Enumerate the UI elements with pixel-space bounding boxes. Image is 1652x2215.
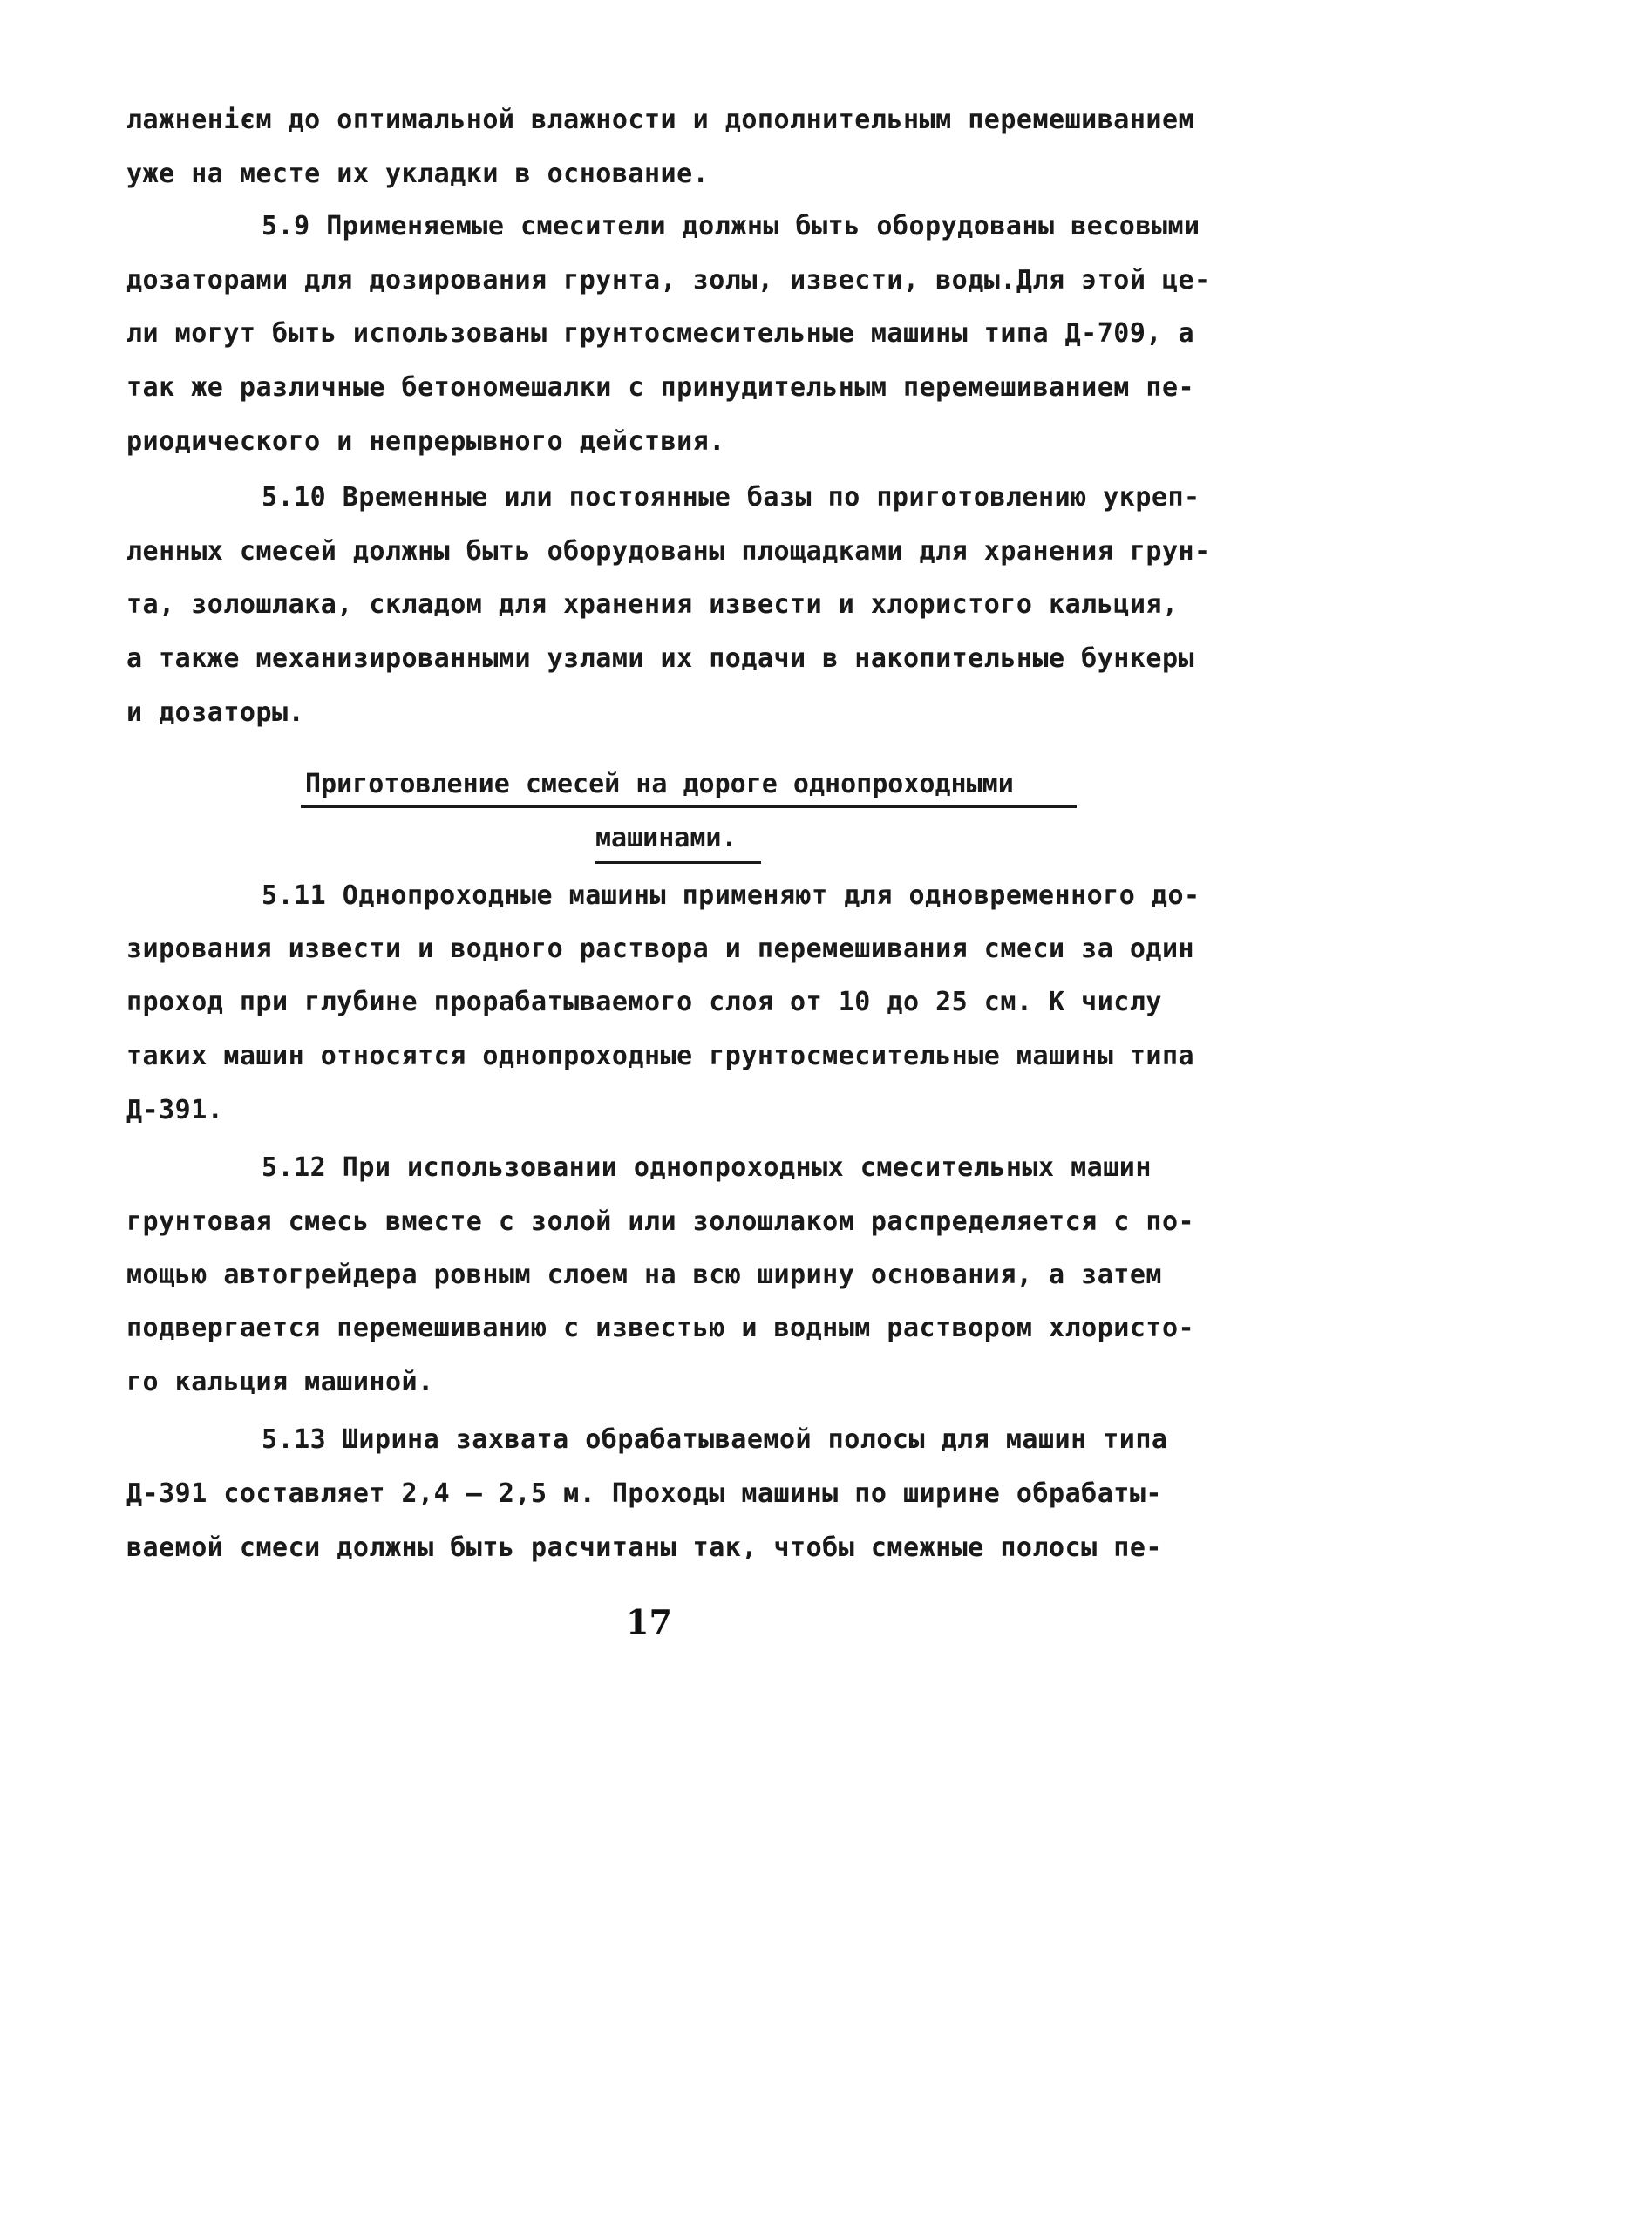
section-heading-continued: машинами. xyxy=(595,823,738,853)
text-line: таких машин относятся однопроходные грунтосмесительные машины типа xyxy=(126,1041,1195,1071)
text-line: зирования извести и водного раствора и перемешивания смеси за один xyxy=(126,934,1195,964)
text-line: ваемой смеси должны быть расчитаны так, чтобы смежные полосы пе- xyxy=(126,1532,1162,1563)
section-heading: Приготовление смесей на дороге однопроходными xyxy=(305,769,1014,799)
text-line: 5.13 Ширина захвата обрабатываемой полосы для машин типа xyxy=(262,1424,1168,1455)
text-line: и дозаторы. xyxy=(126,697,305,728)
text-line: грунтовая смесь вместе с золой или золошлаком распределяется с по- xyxy=(126,1206,1195,1237)
text-line: 5.9 Применяемые смесители должны быть оборудованы весовыми xyxy=(262,211,1200,241)
text-line: 5.11 Однопроходные машины применяют для одновременного до- xyxy=(262,880,1200,911)
text-line: го кальция машиной. xyxy=(126,1367,434,1397)
text-line: так же различные бетономешалки с принудительным перемешиванием пе- xyxy=(126,372,1195,403)
text-line: Д-391 составляет 2,4 – 2,5 м. Проходы машины по ширине обрабаты- xyxy=(126,1478,1162,1509)
text-line: мощью автогрейдера ровным слоем на всю ширину основания, а затем xyxy=(126,1260,1162,1290)
text-line: 5.12 При использовании однопроходных смесительных машин xyxy=(262,1152,1152,1183)
text-line: ли могут быть использованы грунтосмесительные машины типа Д-709, а xyxy=(126,318,1195,349)
heading-underline xyxy=(301,805,1077,808)
heading-underline xyxy=(595,861,761,864)
text-line: уже на месте их укладки в основание. xyxy=(126,159,710,189)
text-line: дозаторами для дозирования грунта, золы, извести, воды.Для этой це- xyxy=(126,265,1211,296)
text-line: риодического и непрерывного действия. xyxy=(126,426,725,457)
text-line: ленных смесей должны быть оборудованы площадками для хранения грун- xyxy=(126,536,1211,567)
text-line: лажненієм до оптимальной влажности и дополнительным перемешиванием xyxy=(126,105,1195,135)
text-line: подвергается перемешиванию с известью и водным раствором хлористо- xyxy=(126,1313,1195,1343)
text-line: проход при глубине прорабатываемого слоя от 10 до 25 см. К числу xyxy=(126,987,1162,1017)
page-number: 17 xyxy=(626,1602,672,1641)
text-line: та, золошлака, складом для хранения извести и хлористого кальция, xyxy=(126,589,1179,620)
text-line: Д-391. xyxy=(126,1095,224,1125)
text-line: а также механизированными узлами их подачи в накопительные бункеры xyxy=(126,643,1195,674)
text-line: 5.10 Временные или постоянные базы по приготовлению укреп- xyxy=(262,482,1200,513)
